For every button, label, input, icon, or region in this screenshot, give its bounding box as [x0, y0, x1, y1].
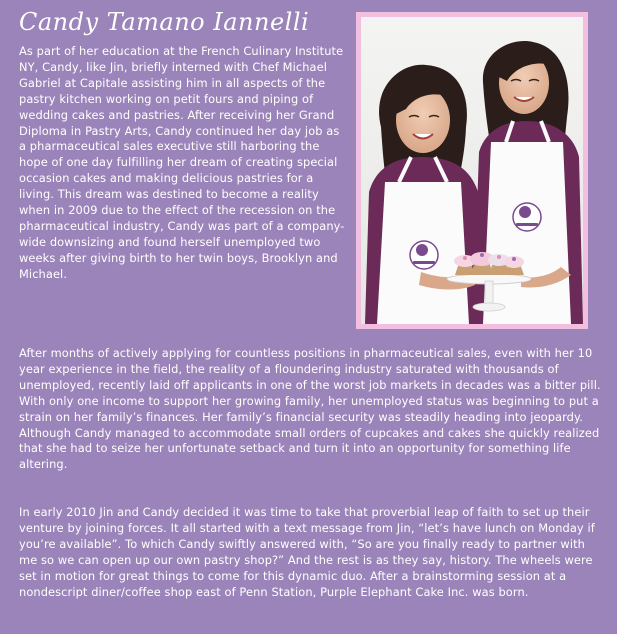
page-title: Candy Tamano Iannelli	[19, 8, 310, 36]
portrait-illustration	[361, 17, 583, 324]
portrait-photo	[356, 12, 588, 329]
bio-paragraph-1: As part of her education at the French Culinary Institute NY, Candy, like Jin, briefly interned with Chef Michael Gabriel at Capitale assisting him in all aspects of the pastry kitchen working on petit fours and piping of wedding cakes and pastries. After receiving her Grand Diploma in Pastry Arts, Candy continued her day job as a pharmaceutical sales executive still harboring the hope of one day fulfilling her dream of creating special occasion cakes and making delicious pastries for a living. This dream was destined to become a reality when in 2009 due to the effect of the recession on the pharmaceutical industry, Candy was part of a company-wide downsizing and found herself unemployed two weeks after giving birth to her twin boys, Brooklyn and Michael.	[19, 44, 345, 281]
bio-paragraph-2: After months of actively applying for countless positions in pharmaceutical sales, even with her 10 year experience in the field, the reality of a floundering industry saturated with thousands of unemployed, recently laid off applicants in one of the worst job markets in decades was a bitter pill. With only one income to support her growing family, her unemployed status was beginning to put a strain on her family’s finances. Her family’s financial security was steadily heading into jeopardy. Although Candy managed to accommodate small orders of cupcakes and cakes she quickly realized that she had to seize her unfortunate setback and turn it into an opportunity for something life altering.	[19, 346, 601, 472]
bio-paragraph-3: In early 2010 Jin and Candy decided it was time to take that proverbial leap of faith to set up their venture by joining forces. It all started with a text message from Jin, “let’s have lunch on Monday if you’re available”. To which Candy swiftly answered with, “So are you finally ready to partner with me so we can open up our own pastry shop?” And the rest is as they say, history. The wheels were set in motion for great things to come for this dynamic duo. After a brainstorming session at a nondescript diner/coffee shop east of Penn Station, Purple Elephant Cake Inc. was born.	[19, 505, 595, 599]
